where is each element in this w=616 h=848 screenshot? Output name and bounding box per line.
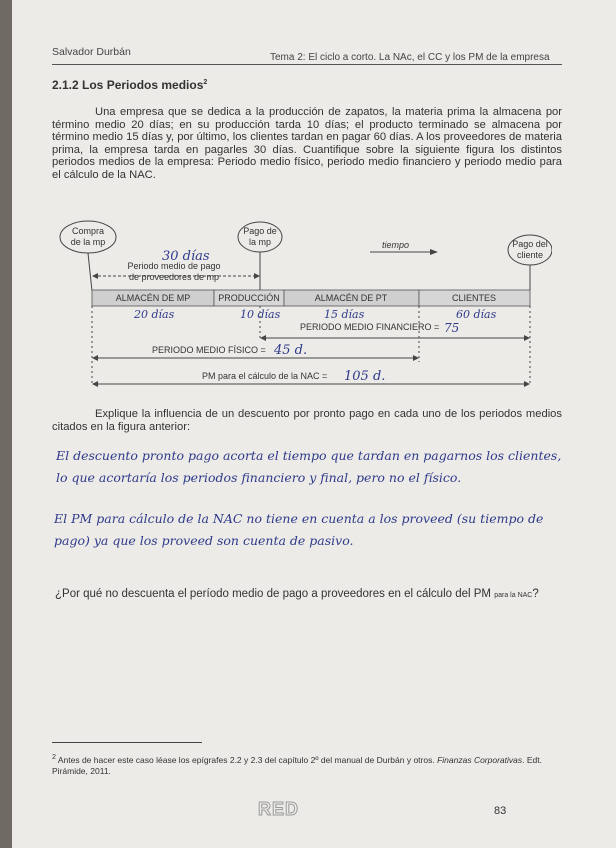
bubble-pago-mp — [238, 222, 282, 252]
segment-almacen-mp-value: 20 días — [134, 308, 175, 321]
proveedores-value: 30 días — [162, 249, 210, 264]
question-3 — [55, 588, 539, 600]
financiero-value: 75 — [444, 321, 460, 335]
periods-diagram — [52, 212, 552, 392]
red-logo: RED — [258, 799, 300, 819]
bubble-pago-mp-line1: Pago de — [243, 226, 277, 236]
paragraph-discount-question: Explique la influencia de un descuento por pronto pago en cada uno de los periodos medios citados en la figura anterior: — [52, 408, 562, 433]
footnote-text: Antes de hacer este caso léase los epígrafes 2.2 y 2.3 del capítulo 2º del manual de Durbán y otros. — [57, 754, 435, 765]
fisico-arrowhead-right — [413, 355, 419, 361]
section-title — [52, 78, 207, 92]
handwritten-answer-2: El PM para cálculo de la NAC no tiene en cuenta a los proveed (su tiempo de pago) ya que los proveed son cuenta de pasivo. — [54, 511, 544, 548]
compra-connector — [88, 253, 92, 291]
proveedores-label-line2: de proveedores de mp — [128, 272, 220, 282]
footnote-book: Finanzas Corporativas — [437, 754, 523, 765]
page-number: 83 — [494, 805, 507, 817]
header-rule — [52, 64, 562, 65]
segment-clientes-label: CLIENTES — [451, 293, 497, 303]
question-3-text: ¿Por qué no descuenta el período medio de pago a proveedores en el cálculo del PM — [55, 588, 492, 600]
financiero-label: PERIODO MEDIO FINANCIERO = — [300, 322, 440, 332]
bubble-compra — [60, 221, 116, 253]
bubble-pago-cliente-line1: Pago del — [512, 239, 548, 249]
question-3-end: ? — [532, 588, 539, 600]
header-author: Salvador Durbán — [52, 46, 131, 58]
footnote — [52, 752, 562, 777]
footnote-publisher: . Edt. Pirámide, 2011. — [52, 754, 542, 776]
financiero-arrowhead-left — [260, 335, 266, 341]
financiero-arrowhead-right — [524, 335, 530, 341]
segment-almacen-pt-label: ALMACÉN DE PT — [314, 293, 388, 303]
nac-arrowhead-right — [524, 381, 530, 387]
bubble-pago-cliente — [508, 235, 552, 265]
bubble-compra-line1: Compra — [71, 226, 105, 236]
section-title-text: 2.1.2 Los Periodos medios — [52, 78, 204, 92]
tiempo-arrowhead — [430, 249, 438, 255]
segment-clientes-value: 60 días — [456, 308, 497, 321]
paragraph-problem-statement: Una empresa que se dedica a la producción de zapatos, la materia prima la almacena por término medio 20 días; en su producción tarda 10 días; el producto terminado se almacena por término medio 15 días y, por último, los clientes tardan en pagar 60 días. A los proveedores de materia prima, la empresa tarda en pagarles 30 días. Cuantifique sobre la siguiente figura los distintos periodos medios de la empresa: Periodo medio físico, periodo medio financiero y periodo medio para el cálculo de la NAC. — [52, 106, 562, 181]
nac-value: 105 d. — [344, 369, 386, 384]
footnote-rule — [52, 742, 202, 743]
proveedores-arrowhead-right — [254, 273, 260, 279]
segment-almacen-pt-value: 15 días — [324, 308, 365, 321]
segment-bar — [92, 290, 530, 306]
fisico-value: 45 d. — [274, 343, 308, 358]
footnote-marker: 2 — [52, 753, 56, 761]
fisico-label: PERIODO MEDIO FÍSICO = — [152, 345, 266, 355]
document-page — [12, 0, 616, 848]
question-3-suffix: para la NAC — [494, 592, 533, 599]
fisico-arrowhead-left — [92, 355, 98, 361]
bubble-pago-mp-line2: la mp — [248, 237, 272, 247]
footnote-ref: 2 — [203, 79, 208, 86]
tiempo-label: tiempo — [382, 240, 410, 250]
header-chapter: Tema 2: El ciclo a corto. La NAc, el CC y los PM de la empresa — [270, 52, 550, 63]
proveedores-label-line1: Periodo medio de pago — [127, 261, 221, 271]
nac-label: PM para el cálculo de la NAC = — [202, 371, 328, 381]
bubble-pago-cliente-line2: cliente — [516, 250, 544, 260]
proveedores-arrowhead-left — [92, 273, 98, 279]
segment-almacen-mp-label: ALMACÉN DE MP — [115, 293, 191, 303]
segment-produccion-value: 10 días — [240, 308, 281, 321]
nac-arrowhead-left — [92, 381, 98, 387]
bubble-compra-line2: de la mp — [70, 237, 106, 247]
handwritten-answer-1: El descuento pronto pago acorta el tiempo que tardan en pagarnos los clientes, lo que acortaría los periodos financiero y final, pero no el físico. — [56, 448, 562, 485]
segment-produccion-label: PRODUCCIÓN — [218, 293, 280, 303]
